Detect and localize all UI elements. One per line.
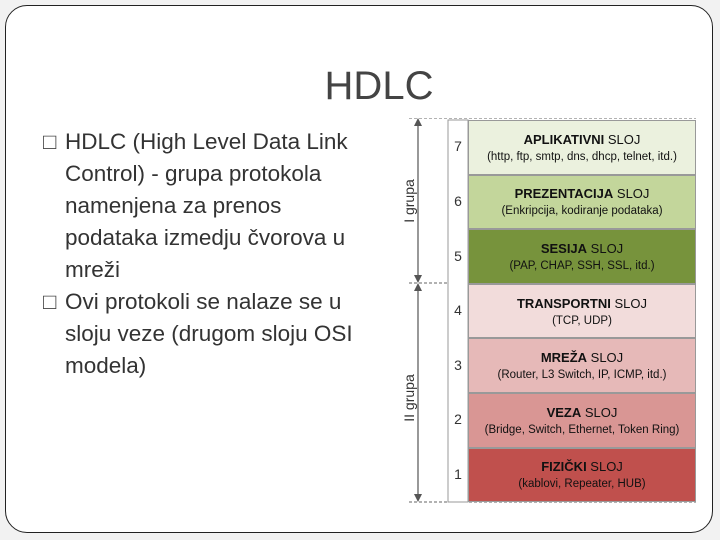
layer-name: TRANSPORTNI SLOJ <box>516 295 647 311</box>
bullet-text: Ovi protokoli se nalaze se u sloju veze (drugom sloju OSI modela) <box>65 289 353 378</box>
layer-description: (PAP, CHAP, SSH, SSL, itd.) <box>509 259 655 272</box>
osi-layer <box>468 393 696 448</box>
osi-layer <box>468 448 696 503</box>
group-label-1: I grupa <box>401 179 417 223</box>
bullet-marker: □ <box>43 129 57 154</box>
osi-layer <box>468 120 696 175</box>
layer-description: (Enkripcija, kodiranje podataka) <box>501 205 663 218</box>
layer-name: APLIKATIVNI SLOJ <box>523 131 641 147</box>
layer-description: (kablovi, Repeater, HUB) <box>518 478 646 491</box>
slide-title: HDLC <box>324 64 434 108</box>
bullet-item <box>43 126 373 286</box>
layer-description: (TCP, UDP) <box>552 314 612 327</box>
layer-name: SESIJA SLOJ <box>540 240 624 256</box>
bullet-text: HDLC (High Level Data Link Control) - grupa protokola namenjena za prenos podataka izmedju čvorova u mreži <box>65 129 348 282</box>
layer-name: FIZIČKI SLOJ <box>541 459 623 475</box>
layer-number: 3 <box>454 356 462 373</box>
osi-layer <box>468 338 696 393</box>
osi-layer <box>468 175 696 230</box>
layer-name: MREŽA SLOJ <box>540 350 624 366</box>
layer-name: VEZA SLOJ <box>546 404 618 420</box>
layer-number: 4 <box>454 302 462 319</box>
layer-description: (Router, L3 Switch, IP, ICMP, itd.) <box>497 369 667 382</box>
layer-number: 6 <box>454 192 462 209</box>
group-label-2: II grupa <box>401 374 417 422</box>
slide <box>5 5 713 533</box>
layer-description: (Bridge, Switch, Ethernet, Token Ring) <box>484 423 680 436</box>
bullet-item <box>43 286 373 382</box>
bullet-list <box>43 126 373 382</box>
layer-number: 1 <box>454 465 462 482</box>
layer-number: 2 <box>454 411 462 428</box>
osi-layer <box>468 284 696 339</box>
bullet-marker: □ <box>43 289 57 314</box>
layer-number: 7 <box>454 138 462 155</box>
layer-description: (http, ftp, smtp, dns, dhcp, telnet, itd.) <box>487 150 677 163</box>
osi-layer <box>468 229 696 284</box>
layer-number: 5 <box>454 247 462 264</box>
layer-name: PREZENTACIJA SLOJ <box>514 186 650 202</box>
